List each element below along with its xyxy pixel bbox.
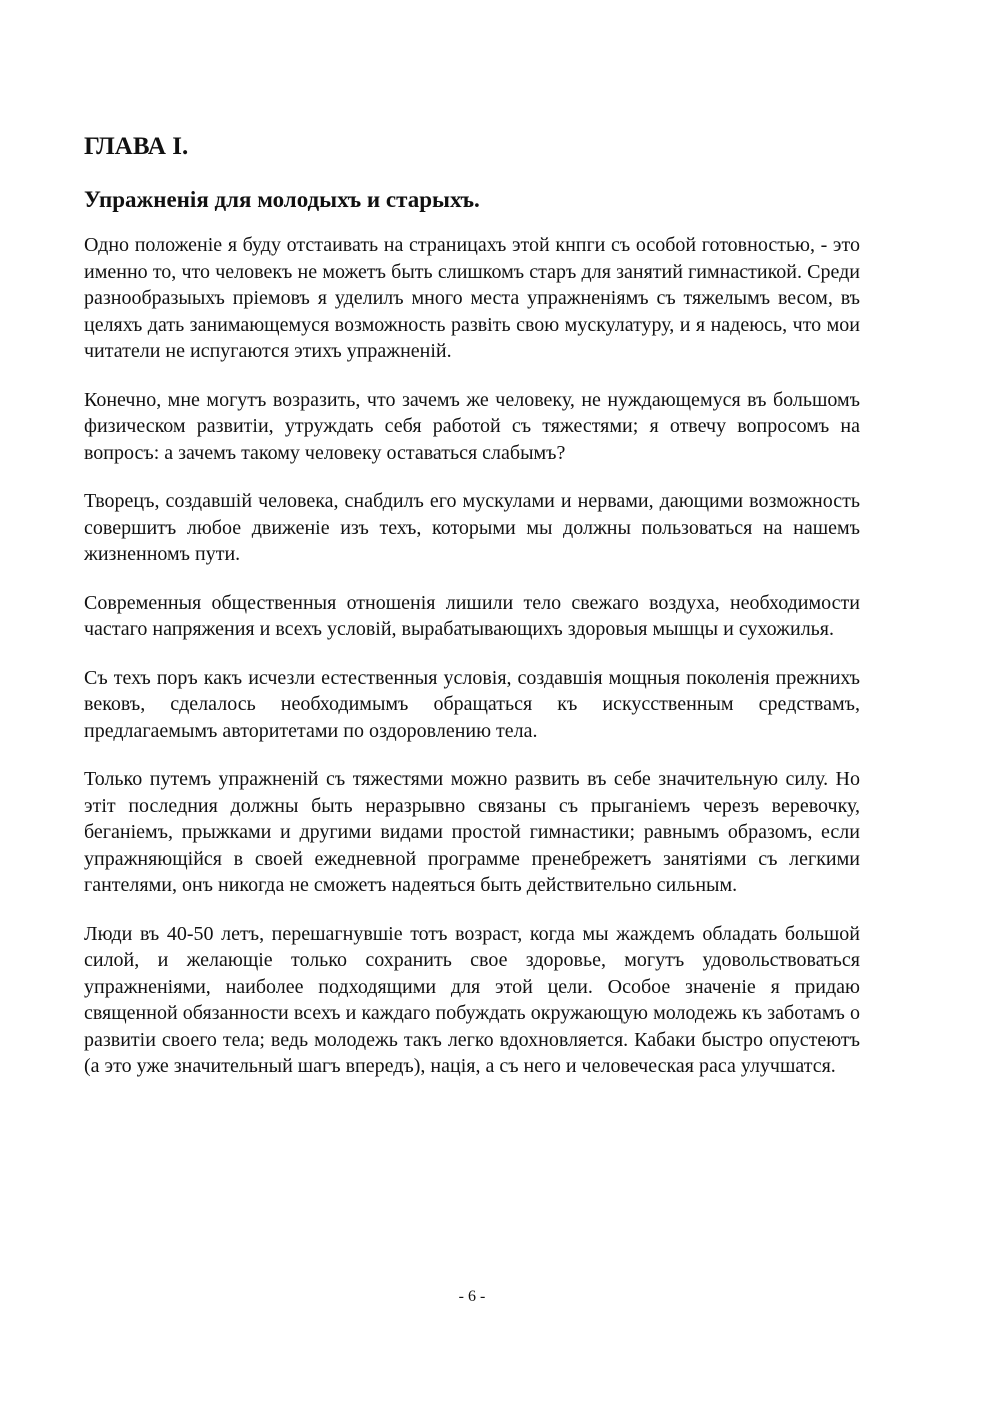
section-title: Упражненія для молодыхъ и старыхъ. [84, 187, 480, 212]
paragraph: Конечно, мне могутъ возразить, что зачемъ же человеку, не нуждающемуся въ большомъ физическом развитіи, утруждать себя работой съ тяжестями; я отвечу вопросомъ на вопросъ: а зачемъ такому человеку оставаться слабымъ? [84, 388, 860, 464]
document-page [84, 0, 860, 1419]
paragraph: Съ техъ поръ какъ исчезли естественныя условія, создавшія мощныя поколенія прежнихъ вековъ, сделалось необходимымъ обращаться къ искусственным средствамъ, предлагаемымъ авторитетами по оздоровлению тела. [84, 666, 860, 742]
page-number: - 6 - [458, 1288, 486, 1305]
paragraph: Одно положеніе я буду отстаивать на страницахъ этой кнпги съ особой готовностью, - это именно то, что человекъ не можетъ быть слишкомъ старъ для занятий гимнастикой. Среди разнообразыыхъ пріемовъ я уделилъ много места упражненіямъ съ тяжелымъ весом, въ целяхъ дать занимающемуся возможность развіть свою мускулатуру, и я надеюсь, что мои читатели не испугаются этихъ упражненій. [84, 234, 860, 362]
paragraph: Творецъ, создавшій человека, снабдилъ его мускулами и нервами, дающими возможность совершитъ любое движеніе изъ техъ, которыми мы должны пользоваться на нашемъ жизненномъ пути. [84, 490, 860, 565]
paragraph: Люди въ 40-50 летъ, перешагнувшіе тотъ возраст, когда мы жаждемъ обладать большой силой, и желающіе только сохранить свое здоровье, могутъ удовольствоваться упражненіями, наиболее подходящими для этой цели. Особое значеніе я придаю священной обязанности всехъ и каждаго побуждать окружающую молодежь къ заботамъ о развитіи своего тела; ведь молодежь такъ легко вдохновляется. Кабаки быстро опустеютъ (а это уже значительный шагъ впередъ), нація, а съ него и человеческая раса улучшатся. [84, 922, 860, 1077]
chapter-title: ГЛАВА I. [84, 133, 189, 160]
body-text [84, 232, 860, 1102]
paragraph: Современныя общественныя отношенія лишили тело свежаго воздуха, необходимости частаго напряжения и всехъ условій, вырабатывающихъ здоровыя мышцы и сухожилья. [84, 591, 860, 640]
paragraph: Только путемъ упражненій съ тяжестями можно развить въ себе значительную силу. Но этіт последния должны быть неразрывно связаны съ прыганіемъ черезъ веревочку, беганіемъ, прыжками и другими видами простой гимнастики; равнымъ образомъ, если упражняющійся в своей ежедневной программе пренебрежетъ занятіями съ легкими гантелями, онъ никогда не сможетъ надеяться быть действительно сильным. [84, 768, 860, 896]
